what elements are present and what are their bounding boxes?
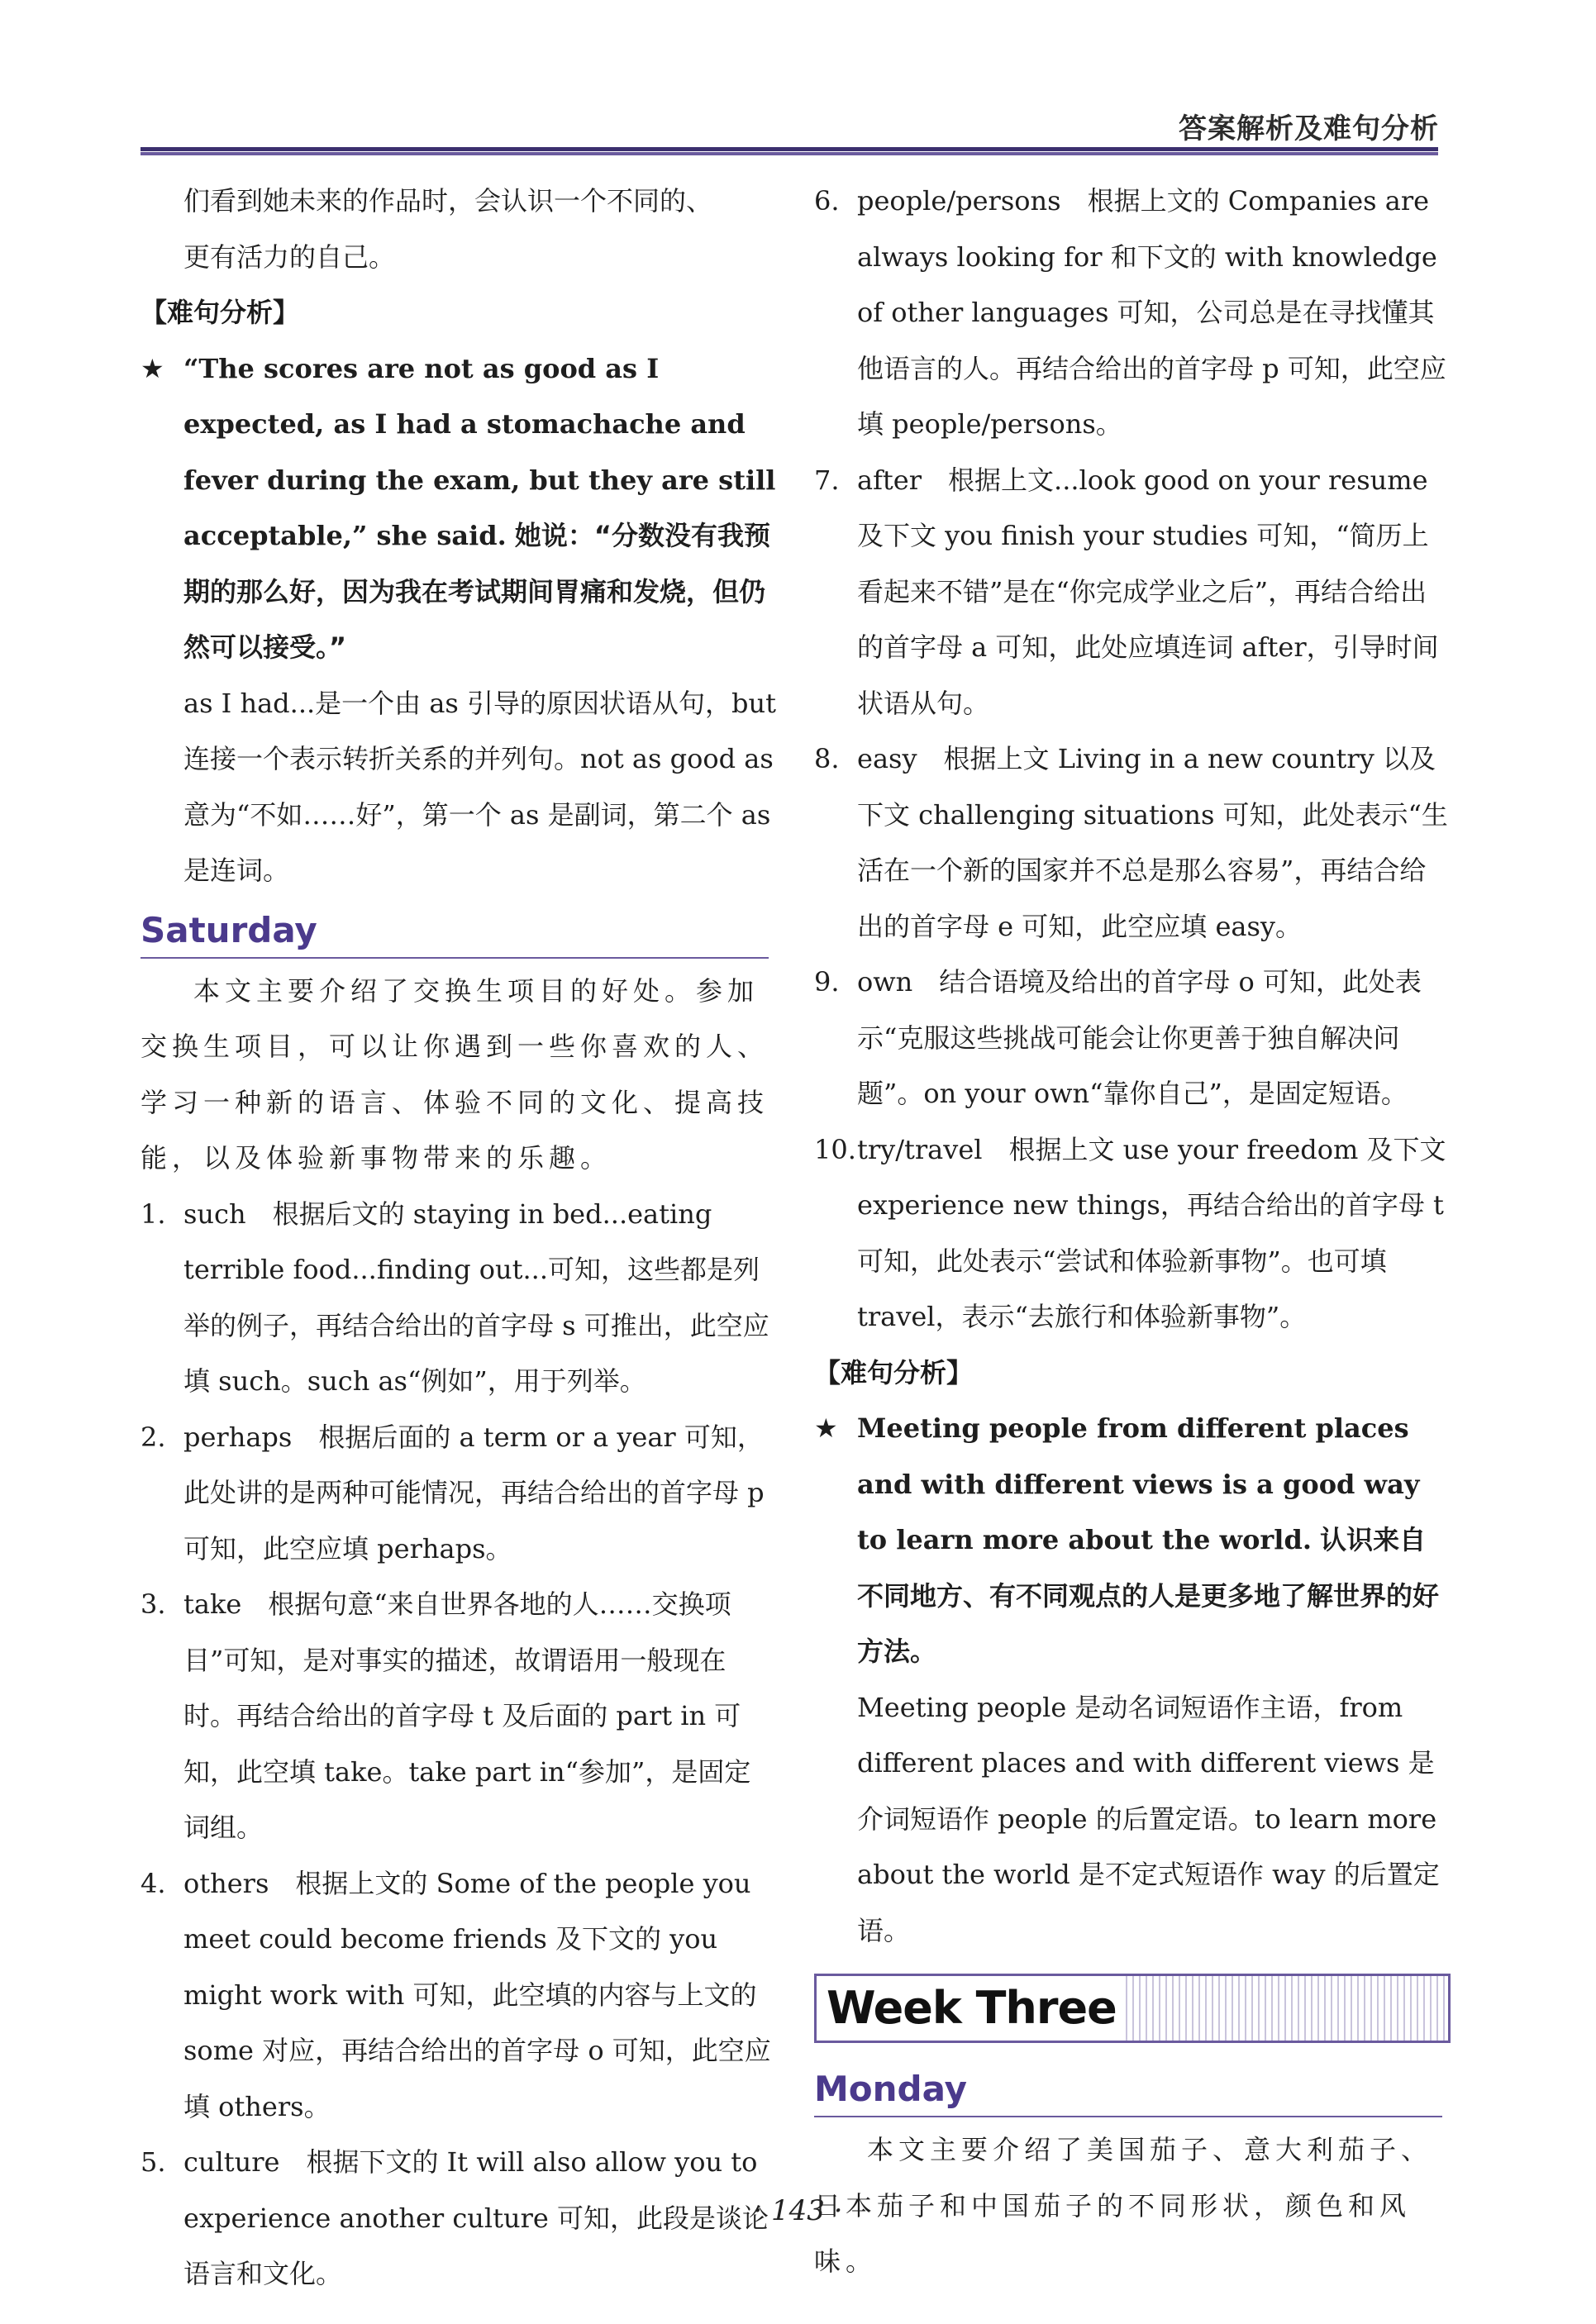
hard-sentence-heading: 【难句分析】 [141,297,300,328]
item-number: 2. [141,1421,166,1453]
answer-item [814,453,1451,732]
intro-line: 们看到她未来的作品时，会认识一个不同的、 [183,185,713,217]
item-number: 1. [141,1198,166,1230]
left-column [141,174,777,2303]
item-number: 6. [814,185,840,217]
answer-item [141,1187,777,1410]
item-answer: people/persons [857,185,1061,217]
item-number: 4. [141,1867,166,1899]
hard-sentence-explanation: Meeting people 是动名词短语作主语，from different places and with different views 是介词短语作 people 的后置定语。to learn more about the world 是不定式短语作 way 的后置定语。 [857,1691,1440,1946]
item-answer: culture [183,2146,280,2178]
header-title: 答案解析及难句分析 [1179,112,1439,145]
item-number: 8. [814,743,840,774]
item-answer: take [183,1588,242,1620]
answer-item [814,731,1451,955]
item-explanation: 根据上文 Living in a new country 以及下文 challenging situations 可知，此处表示“生活在一个新的国家并不总是那么容易”，再结合给出的首字母 e 可知，此空应填 easy。 [857,743,1448,942]
item-number: 9. [814,966,840,998]
item-answer: easy [857,743,917,774]
hard-sentence [814,1401,1451,1959]
section-rule [814,2116,1442,2117]
header-rule [141,147,1438,155]
hard-sentence-zh: 她说：“分数没有我预期的那么好，因为我在考试期间胃痛和发烧，但仍然可以接受。” [183,520,770,663]
star-icon: ★ [814,1412,838,1444]
item-explanation: 根据后面的 a term or a year 可知，此处讲的是两种可能情况，再结合给出的首字母 p 可知，此空应填 perhaps。 [183,1421,765,1564]
right-column [814,174,1451,2290]
answer-item [141,1856,777,2136]
item-number: 10. [814,1133,856,1165]
item-number: 3. [141,1588,166,1620]
item-explanation: 根据后文的 staying in bed...eating terrible food...finding out...可知，这些都是列举的例子，再结合给出的首字母 s 可推出，此空应填 such。such as“例如”，用于列举。 [183,1198,769,1397]
hard-sentence-en: “The scores are not as good as I expected, as I had a stomachache and fever during the exam, but they are still acceptable,” she said. [183,352,776,551]
item-explanation: 根据上文的 Some of the people you meet could become friends 及下文的 you might work with 可知，此空填的内容与上文的 some 对应，再结合给出的首字母 o 可知，此空应填 others。 [183,1867,771,2122]
item-explanation: 根据下文的 It will also allow you to experience another culture 可知，此段是谈论语言和文化。 [183,2146,769,2289]
section-title-saturday: Saturday [141,909,317,950]
hard-sentence-heading: 【难句分析】 [814,1356,974,1388]
item-explanation: 结合语境及给出的首字母 o 可知，此处表示“克服这些挑战可能会让你更善于独自解决问题”。on your own“靠你自己”，是固定短语。 [857,966,1422,1109]
item-explanation: 根据句意“来自世界各地的人……交换项目”可知，是对事实的描述，故谓语用一般现在时。再结合给出的首字母 t 及后面的 part in 可知，此空填 take。take part in“参加”，是固定词组。 [183,1588,751,1843]
answer-item [814,174,1451,453]
week-title: Week Three [817,1976,1124,2041]
answer-item [141,1410,777,1578]
item-answer: try/travel [857,1133,983,1165]
section-rule [141,957,769,959]
item-number: 5. [141,2146,166,2178]
hard-sentence [141,341,777,899]
hard-sentence-en: Meeting people from different places and with different views is a good way to learn more about the world. [857,1412,1420,1555]
item-explanation: 根据上文 use your freedom 及下文 experience new things，再结合给出的首字母 t 可知，此处表示“尝试和体验新事物”。也可填 travel，表示“去旅行和体验新事物”。 [857,1133,1446,1332]
answer-item [814,955,1451,1122]
hard-sentence-explanation: as I had...是一个由 as 引导的原因状语从句，but 连接一个表示转折关系的并列句。not as good as 意为“不如……好”，第一个 as 是副词，第二个 as 是连词。 [183,687,776,886]
section-title-monday: Monday [814,2069,968,2109]
item-explanation: 根据上文...look good on your resume 及下文 you finish your studies 可知，“简历上看起来不错”是在“你完成学业之后”，再结合给出的首字母 a 可知，此处应填连词 after，引导时间状语从句。 [857,464,1439,719]
page-number: · 143 · [753,2194,843,2227]
week-banner [814,1974,1451,2043]
section-summary: 本文主要介绍了交换生项目的好处。参加交换生项目，可以让你遇到一些你喜欢的人、学习一种新的语言、体验不同的文化、提高技能，以及体验新事物带来的乐趣。 [141,974,769,1174]
answer-item [814,1122,1451,1345]
item-explanation: 根据上文的 Companies are always looking for 和下文的 with knowledge of other languages 可知，公司总是在寻找懂其他语言的人。再结合给出的首字母 p 可知，此空应填 people/persons。 [857,185,1446,440]
item-answer: perhaps [183,1421,293,1453]
answer-item [141,1577,777,1856]
item-answer: others [183,1867,269,1899]
item-answer: after [857,464,922,496]
intro-line: 更有活力的自己。 [183,240,396,273]
star-icon: ★ [141,352,164,384]
item-answer: such [183,1198,246,1230]
item-answer: own [857,966,913,998]
hard-sentence-zh: 认识来自不同地方、有不同观点的人是更多地了解世界的好方法。 [857,1524,1440,1667]
section-summary: 本文主要介绍了美国茄子、意大利茄子、日本茄子和中国茄子的不同形状，颜色和风味。 [814,2134,1433,2277]
item-number: 7. [814,464,840,496]
